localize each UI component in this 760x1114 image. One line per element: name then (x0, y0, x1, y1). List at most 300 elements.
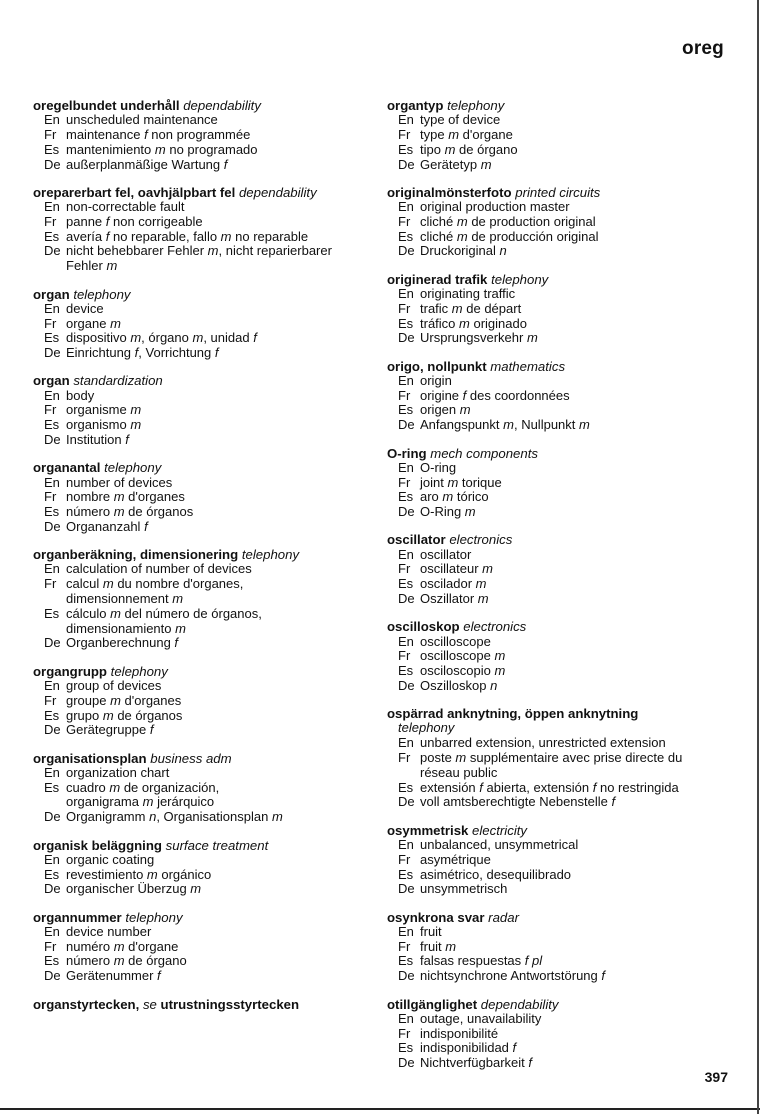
text-segment: organe (66, 315, 111, 331)
language-code: De (398, 591, 415, 607)
translation-text (66, 403, 373, 418)
text-segment: du nombre d'organes, (113, 576, 244, 592)
translation-text (66, 259, 373, 274)
bottom-edge-rule (0, 1108, 760, 1110)
language-code: En (44, 677, 60, 693)
text-segment: m (110, 605, 121, 621)
language-code: Fr (44, 489, 57, 505)
language-code: En (44, 199, 60, 215)
text-segment: m (190, 881, 202, 897)
entry-headword (33, 373, 373, 388)
translation-text (420, 562, 732, 577)
entry-headword (387, 446, 732, 461)
translation-text (420, 317, 732, 332)
language-code: Fr (44, 938, 57, 954)
language-code: En (398, 372, 414, 388)
text-segment: fruit (420, 938, 446, 954)
translation-line (387, 679, 732, 694)
text-segment: type of device (420, 112, 501, 128)
translation-line (387, 331, 732, 346)
dictionary-entry (387, 823, 732, 897)
text-segment: m (448, 127, 460, 142)
text-segment: nichtsynchrone Antwortstörung (420, 968, 602, 984)
language-code: De (44, 809, 61, 825)
language-code: De (398, 330, 415, 346)
text-segment: m (455, 750, 467, 766)
text-segment: del número de órganos, (120, 605, 262, 621)
translation-text (420, 461, 732, 476)
translation-line (387, 795, 732, 810)
text-segment: m (447, 474, 459, 490)
translation-text (420, 490, 732, 505)
language-code: En (44, 112, 60, 128)
entry-headword (33, 460, 373, 475)
translation-line (387, 403, 732, 418)
text-segment: m (113, 489, 125, 505)
translation-line (33, 795, 373, 810)
dictionary-entry (33, 287, 373, 361)
text-segment: origine (420, 387, 463, 403)
text-segment: mathematics (490, 358, 566, 374)
entry-headword (33, 287, 373, 302)
text-segment: groupe (66, 692, 111, 708)
translation-line (33, 418, 373, 433)
text-segment: standardization (73, 373, 163, 389)
translation-line (33, 694, 373, 709)
text-segment: m (442, 489, 454, 505)
text-segment: calcul (66, 576, 103, 592)
text-segment: f pl (524, 953, 543, 969)
text-segment: de órgano (124, 953, 187, 969)
dictionary-entry (33, 997, 373, 1012)
translation-text (66, 244, 373, 259)
text-segment: m (475, 576, 487, 592)
dictionary-entry (387, 98, 732, 172)
language-code: De (44, 722, 61, 738)
translation-text (420, 548, 732, 563)
text-segment: de production original (467, 213, 596, 229)
text-segment: m (456, 213, 468, 229)
translation-text (420, 664, 732, 679)
translation-line (387, 128, 732, 143)
dictionary-entry (33, 910, 373, 984)
translation-text (420, 592, 732, 607)
translation-text (420, 505, 732, 520)
entry-headword (387, 706, 732, 721)
text-segment: réseau public (420, 764, 498, 780)
translation-line (387, 490, 732, 505)
text-segment: organisationsplan (33, 750, 147, 766)
language-code: De (44, 881, 61, 897)
text-segment: group of devices (66, 677, 162, 693)
text-segment: utrustningsstyrtecken (156, 996, 300, 1012)
text-segment: , nicht reparierbarer (218, 243, 332, 259)
translation-line (387, 766, 732, 781)
language-code: Es (44, 605, 60, 621)
translation-text (66, 607, 373, 622)
language-code: De (398, 156, 415, 172)
language-code: De (398, 881, 415, 897)
entry-headword (387, 359, 732, 374)
language-code: Es (44, 953, 60, 969)
translation-text (66, 853, 373, 868)
text-segment: Nichtverfügbarkeit (420, 1055, 529, 1071)
text-segment: f (105, 213, 110, 229)
text-segment: m (444, 141, 456, 157)
text-segment: f (601, 968, 606, 984)
text-segment: m (130, 330, 142, 346)
text-segment: m (503, 417, 514, 433)
text-segment: organgrupp (33, 663, 107, 679)
translation-line (387, 505, 732, 520)
translation-text (66, 882, 373, 897)
language-code: En (44, 764, 60, 780)
text-segment: original production master (420, 199, 570, 215)
text-segment: originerad trafik (387, 271, 488, 287)
text-segment: indisponibilité (420, 1025, 499, 1041)
translation-line (387, 1027, 732, 1042)
language-code (398, 766, 420, 781)
language-code (44, 795, 66, 810)
translation-line (387, 461, 732, 476)
language-code: De (44, 345, 61, 361)
translation-text (420, 230, 732, 245)
right-edge-rule (757, 0, 759, 1114)
text-segment: organberäkning, dimensionering (33, 547, 239, 563)
translation-line (33, 143, 373, 158)
dictionary-entry (33, 185, 373, 274)
translation-text (420, 649, 732, 664)
dictionary-entry (33, 98, 373, 172)
entry-subject-field (387, 721, 732, 736)
text-segment: m (494, 648, 506, 664)
text-segment: no restringida (596, 779, 679, 795)
text-segment: orgánico (157, 866, 212, 882)
language-code (44, 622, 66, 637)
translation-text (420, 954, 732, 969)
translation-text (420, 751, 732, 766)
language-code: De (44, 968, 61, 984)
text-segment: de départ (462, 300, 522, 316)
text-segment: organisme (66, 402, 131, 418)
text-segment: f (149, 722, 154, 738)
translation-text (66, 709, 373, 724)
text-segment: tórico (453, 489, 489, 505)
text-segment: d'organes (120, 692, 182, 708)
text-segment: f (512, 1040, 517, 1056)
translation-line (387, 751, 732, 766)
text-segment: no reparable, fallo (109, 228, 221, 244)
text-segment: f (105, 228, 110, 244)
text-segment: de órganos (124, 504, 194, 520)
translation-text (420, 1012, 732, 1027)
text-segment: avería (66, 228, 106, 244)
translation-text (66, 954, 373, 969)
text-segment: asimétrico, desequilibrado (420, 866, 572, 882)
text-segment: se (142, 996, 157, 1012)
translation-text (420, 244, 732, 259)
text-segment: , órgano (141, 330, 193, 346)
text-segment: número (66, 953, 114, 969)
translation-line (387, 418, 732, 433)
translation-text (420, 853, 732, 868)
language-code: De (398, 504, 415, 520)
translation-text (66, 781, 373, 796)
entry-headword (387, 532, 732, 547)
text-segment: f (528, 1055, 533, 1071)
text-segment: Organberechnung (66, 635, 175, 651)
translation-line (387, 649, 732, 664)
text-segment: n (490, 677, 498, 693)
translation-text (66, 679, 373, 694)
language-code: Es (398, 1040, 414, 1056)
language-code: En (398, 459, 414, 475)
language-code: En (398, 836, 414, 852)
text-segment: oscilloscope (420, 633, 491, 649)
translation-line (387, 548, 732, 563)
translation-text (66, 346, 373, 361)
text-segment: oscillator (420, 546, 472, 562)
text-segment: d'organe (459, 127, 513, 142)
dictionary-entry (33, 751, 373, 825)
text-segment: oscillator (387, 532, 446, 548)
entry-headword (387, 185, 732, 200)
text-segment: outage, unavailability (420, 1010, 542, 1026)
text-segment: dimensionamiento (66, 620, 176, 636)
text-segment: Gerätenummer (66, 968, 158, 984)
language-code: En (398, 633, 414, 649)
text-segment: non programmée (147, 127, 251, 142)
text-segment: des coordonnées (466, 387, 570, 403)
text-segment: Institution (66, 432, 126, 448)
translation-text (420, 215, 732, 230)
text-segment: m (102, 707, 114, 723)
translation-line (33, 592, 373, 607)
text-segment: organization chart (66, 764, 170, 780)
text-segment: calculation of number of devices (66, 561, 252, 577)
translation-line (33, 562, 373, 577)
translation-text (420, 1027, 732, 1042)
translation-line (33, 490, 373, 505)
language-code: Es (398, 402, 414, 418)
language-code: En (44, 387, 60, 403)
language-code: En (44, 851, 60, 867)
translation-line (387, 200, 732, 215)
translation-text (66, 520, 373, 535)
text-segment: organigrama (66, 794, 143, 810)
translation-text (420, 1041, 732, 1056)
text-segment: non corrigeable (109, 213, 203, 229)
translation-text (66, 622, 373, 637)
text-segment: dimensionnement (66, 591, 173, 607)
text-segment: dependability (480, 996, 559, 1012)
text-segment: Organigramm (66, 809, 150, 825)
text-segment: f (174, 635, 179, 651)
text-segment: Oszillator (420, 591, 478, 607)
text-segment: m (109, 779, 121, 795)
text-segment: m (451, 300, 463, 316)
language-code: Es (398, 953, 414, 969)
entry-headword (387, 823, 732, 838)
translation-line (33, 331, 373, 346)
text-segment: m (113, 953, 125, 969)
text-segment: , Organisationsplan (156, 809, 272, 825)
language-code: Es (398, 141, 414, 157)
text-segment: panne (66, 213, 106, 229)
translation-line (33, 520, 373, 535)
translation-line (33, 723, 373, 738)
text-segment: telephony (447, 98, 505, 113)
language-code: Fr (398, 474, 411, 490)
text-segment: m (477, 591, 489, 607)
text-segment: m (482, 561, 493, 577)
language-code (44, 592, 66, 607)
translation-text (66, 490, 373, 505)
text-segment: de producción original (467, 228, 599, 244)
text-segment: poste (420, 750, 456, 766)
language-code: Fr (398, 1025, 411, 1041)
text-segment: otillgänglighet (387, 996, 478, 1012)
translation-text (420, 302, 732, 317)
text-segment: organisk beläggning (33, 837, 162, 853)
language-code: Es (398, 663, 414, 679)
text-segment: unscheduled maintenance (66, 112, 218, 128)
language-code: Fr (398, 213, 411, 229)
translation-line (387, 1012, 732, 1027)
language-code: De (398, 794, 415, 810)
text-segment: mantenimiento (66, 141, 155, 157)
translation-line (387, 230, 732, 245)
language-code: Es (44, 417, 60, 433)
translation-line (387, 158, 732, 173)
dictionary-entry (387, 619, 732, 693)
text-segment: d'organes (124, 489, 185, 505)
text-segment: voll amtsberechtigte Nebenstelle (420, 794, 612, 810)
translation-text (420, 969, 732, 984)
text-segment: jerárquico (153, 794, 215, 810)
text-segment: non-correctable fault (66, 199, 185, 215)
text-segment: m (146, 866, 158, 882)
language-code: En (398, 1010, 414, 1026)
translation-text (420, 113, 732, 128)
text-segment: revestimiento (66, 866, 147, 882)
translation-line (387, 374, 732, 389)
text-segment: unbarred extension, unrestricted extension (420, 735, 666, 751)
language-code: Fr (398, 300, 411, 316)
text-segment: m (110, 692, 121, 708)
text-segment: m (445, 938, 457, 954)
language-code: Es (44, 779, 60, 795)
language-code: Es (398, 576, 414, 592)
translation-line (33, 679, 373, 694)
text-segment: electronics (463, 619, 527, 635)
translation-line (33, 868, 373, 883)
text-segment: organnummer (33, 909, 122, 925)
translation-text (66, 969, 373, 984)
translation-text (66, 592, 373, 607)
translation-line (33, 113, 373, 128)
text-segment: originalmönsterfoto (387, 184, 512, 200)
text-segment: nicht behebbarer Fehler (66, 243, 208, 259)
text-segment: m (142, 794, 154, 810)
language-code: En (44, 474, 60, 490)
language-code: Es (44, 141, 60, 157)
translation-line (33, 709, 373, 724)
text-segment: number of devices (66, 474, 173, 490)
text-segment: cliché (420, 213, 457, 229)
language-code: Es (398, 489, 414, 505)
translation-text (66, 143, 373, 158)
text-segment: device number (66, 923, 152, 939)
translation-text (420, 476, 732, 491)
text-segment: f (214, 345, 219, 361)
text-segment: printed circuits (515, 184, 601, 200)
translation-text (66, 766, 373, 781)
translation-text (66, 723, 373, 738)
text-segment: nombre (66, 489, 114, 505)
translation-line (387, 287, 732, 302)
translation-text (66, 302, 373, 317)
text-segment: dependability (183, 98, 261, 113)
text-segment: organ (33, 286, 70, 302)
language-code: En (44, 300, 60, 316)
language-code: Es (398, 866, 414, 882)
translation-line (33, 577, 373, 592)
text-segment: Gerätegruppe (66, 722, 150, 738)
translation-line (387, 389, 732, 404)
text-segment: m (113, 504, 125, 520)
language-code: En (398, 735, 414, 751)
translation-text (420, 795, 732, 810)
translation-text (420, 143, 732, 158)
translation-line (387, 853, 732, 868)
text-segment: abierta, extensión (482, 779, 593, 795)
text-segment: falsas respuestas (420, 953, 525, 969)
language-code: En (44, 561, 60, 577)
translation-line (387, 925, 732, 940)
text-segment: aro (420, 489, 443, 505)
text-segment: f (462, 387, 467, 403)
translation-text (420, 200, 732, 215)
translation-text (420, 389, 732, 404)
language-code: Fr (44, 402, 57, 418)
entry-headword (33, 185, 373, 200)
translation-text (420, 781, 732, 796)
translation-text (420, 679, 732, 694)
translation-text (66, 113, 373, 128)
translation-line (387, 736, 732, 751)
translation-text (66, 128, 373, 143)
text-segment: Ursprungsverkehr (420, 330, 527, 346)
text-segment: osynkrona svar (387, 909, 485, 925)
text-segment: f (157, 968, 161, 984)
text-segment: grupo (66, 707, 103, 723)
translation-line (33, 230, 373, 245)
language-code: Fr (398, 750, 411, 766)
text-segment: torique (458, 474, 502, 490)
text-segment: organantal (33, 460, 101, 476)
dictionary-entry (387, 359, 732, 433)
translation-line (33, 940, 373, 955)
text-segment: O-ring (387, 445, 427, 461)
text-segment: business adm (150, 750, 232, 766)
text-segment: de organización, (120, 779, 220, 795)
text-segment: cliché (420, 228, 457, 244)
text-segment: , unidad (203, 330, 254, 346)
translation-text (420, 158, 732, 173)
translation-line (33, 810, 373, 825)
text-segment: , Vorrichtung (138, 345, 215, 361)
